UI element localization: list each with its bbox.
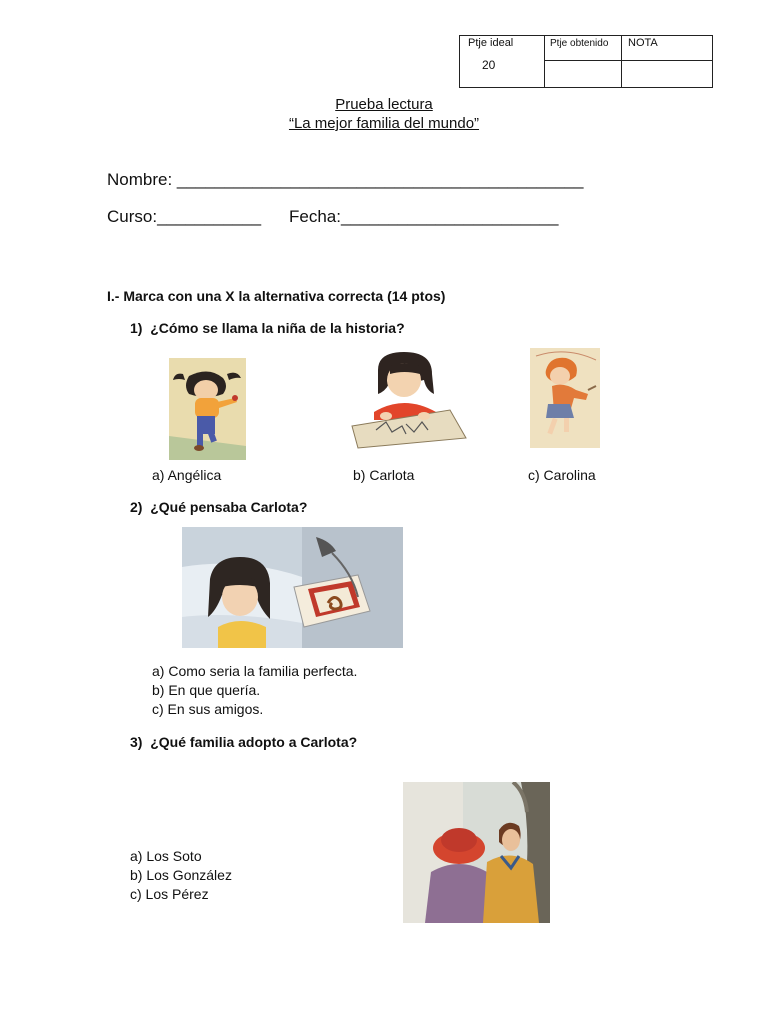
q3-option-c[interactable]: c) Los Pérez [130, 886, 209, 902]
question-text: ¿Qué pensaba Carlota? [150, 499, 308, 515]
redhead-girl-illustration [530, 348, 600, 448]
q2-option-a[interactable]: a) Como seria la familia perfecta. [152, 663, 358, 679]
section-title: I.- Marca con una X la alternativa correcta (14 ptos) [107, 288, 446, 304]
girl-drawing-illustration [346, 350, 474, 450]
question-3 [130, 734, 357, 750]
obtained-score-label: Ptje obtenido [550, 38, 609, 49]
q2-option-c[interactable]: c) En sus amigos. [152, 701, 264, 717]
q1-option-c[interactable]: c) Carolina [528, 467, 596, 483]
question-number: 3) [130, 734, 143, 750]
question-number: 2) [130, 499, 143, 515]
date-field[interactable]: Fecha:_______________________ [289, 207, 559, 226]
table-divider [544, 36, 545, 87]
ideal-score-value: 20 [482, 58, 496, 72]
name-field[interactable]: Nombre: ___________________________________________ [107, 170, 584, 189]
course-field[interactable]: Curso:___________ [107, 207, 262, 226]
couple-illustration [403, 782, 550, 923]
q3-option-b[interactable]: b) Los González [130, 867, 232, 883]
table-divider [621, 36, 622, 87]
grade-label: NOTA [628, 37, 658, 49]
q1-option-a[interactable]: a) Angélica [152, 467, 222, 483]
question-1 [130, 320, 405, 336]
question-2 [130, 499, 307, 515]
q2-option-b[interactable]: b) En que quería. [152, 682, 261, 698]
table-divider [544, 60, 712, 61]
question-text: ¿Cómo se llama la niña de la historia? [150, 320, 405, 336]
page-title: Prueba lectura [335, 96, 433, 113]
score-table [459, 35, 713, 88]
page-subtitle: “La mejor familia del mundo” [288, 115, 480, 132]
girl-running-illustration [169, 358, 246, 460]
question-number: 1) [130, 320, 143, 336]
q3-option-a[interactable]: a) Los Soto [130, 848, 202, 864]
question-text: ¿Qué familia adopto a Carlota? [150, 734, 358, 750]
q1-option-b[interactable]: b) Carlota [353, 467, 415, 483]
ideal-score-label: Ptje ideal [468, 37, 514, 49]
girl-in-bed-illustration [182, 527, 403, 648]
